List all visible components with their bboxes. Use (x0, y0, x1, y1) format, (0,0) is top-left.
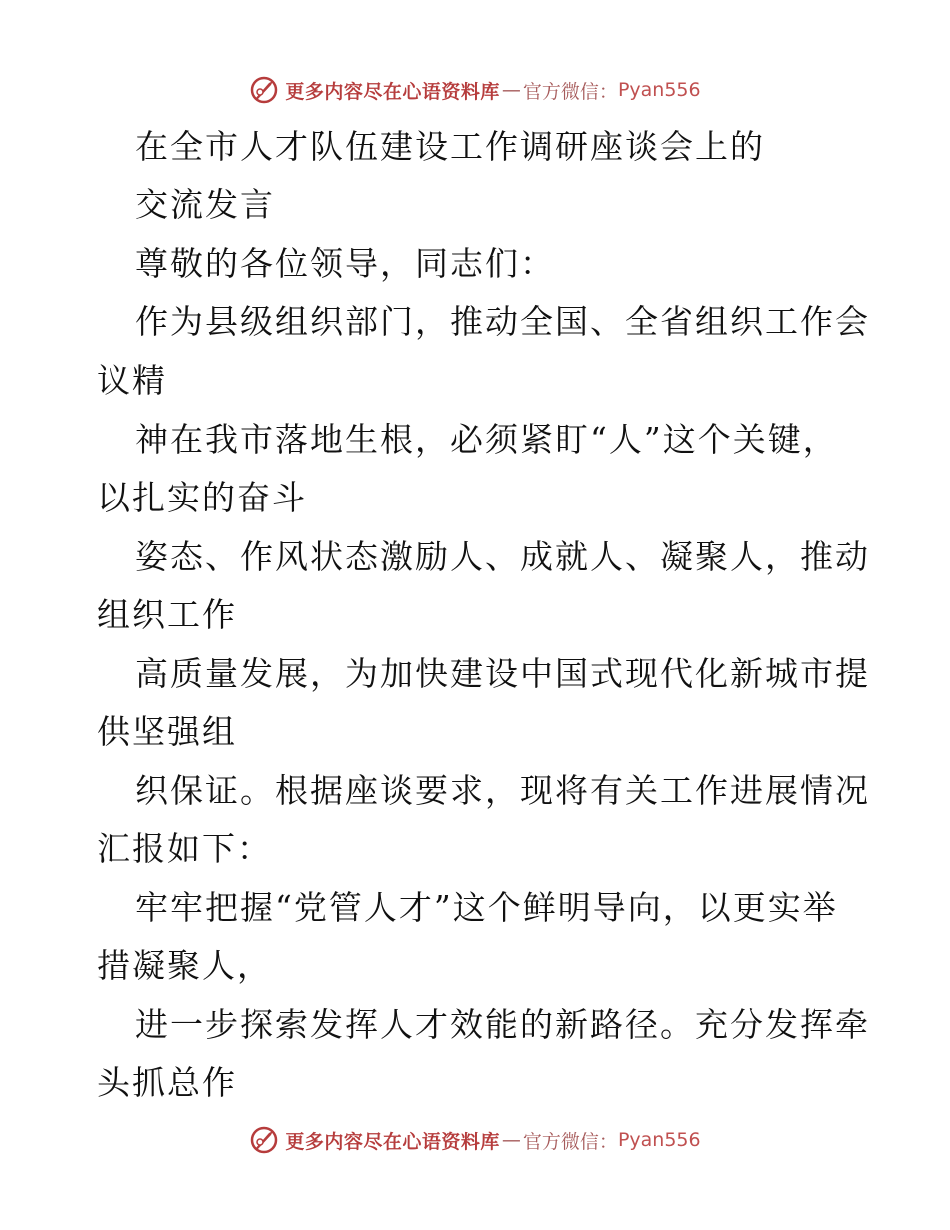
banner-separator: — (501, 79, 521, 101)
paragraph-line: 汇报如下： (97, 829, 272, 868)
paragraph-line: 姿态、作风状态激励人、成就人、凝聚人，推动 (135, 537, 870, 576)
quill-pen-circle-icon (249, 1125, 279, 1155)
paragraph-line: 组织工作 (97, 595, 237, 634)
paragraph-line: 高质量发展，为加快建设中国式现代化新城市提 (135, 654, 870, 693)
paragraph-line: 以扎实的奋斗 (97, 478, 307, 517)
banner-wechat-label: 官方微信： (522, 80, 618, 103)
paragraph-line: 牢牢把握“党管人才”这个鲜明导向，以更实举 (135, 888, 838, 927)
paragraph-line: 议精 (97, 361, 167, 400)
banner-wechat-id: Pyan556 (617, 79, 701, 101)
paragraph-line: 供坚强组 (97, 712, 237, 751)
header-banner (0, 70, 950, 110)
quill-pen-circle-icon (249, 75, 279, 105)
paragraph-line: 头抓总作 (97, 1063, 237, 1102)
title-line-2: 交流发言 (135, 185, 275, 224)
banner-text: 更多内容尽在心语资料库 (285, 80, 500, 103)
footer-banner (0, 1120, 950, 1160)
paragraph-line: 措凝聚人， (97, 946, 272, 985)
paragraph-line: 织保证。根据座谈要求，现将有关工作进展情况 (135, 771, 870, 810)
banner-wechat-id: Pyan556 (617, 1129, 701, 1151)
banner-separator: — (501, 1129, 521, 1151)
banner-text: 更多内容尽在心语资料库 (285, 1130, 500, 1153)
paragraph-line: 作为县级组织部门，推动全国、全省组织工作会 (135, 302, 870, 341)
banner-wechat-label: 官方微信： (522, 1130, 618, 1153)
salutation: 尊敬的各位领导，同志们： (135, 244, 555, 283)
title-line-1: 在全市人才队伍建设工作调研座谈会上的 (135, 127, 765, 166)
paragraph-line: 神在我市落地生根，必须紧盯“人”这个关键， (135, 420, 838, 459)
paragraph-line: 进一步探索发挥人才效能的新路径。充分发挥牵 (135, 1005, 870, 1044)
